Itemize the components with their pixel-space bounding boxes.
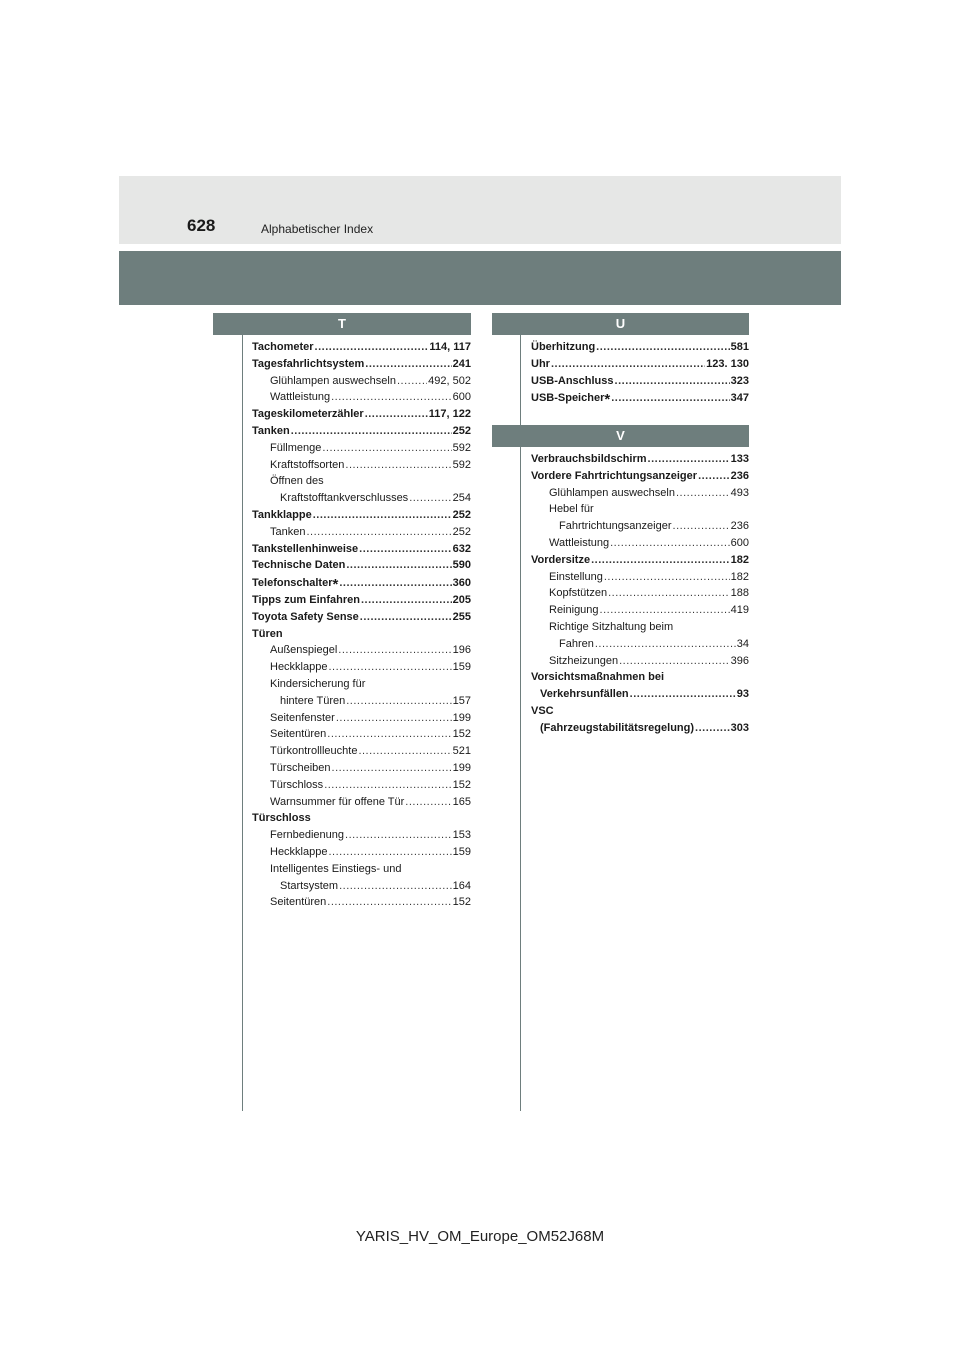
index-entry <box>252 507 471 524</box>
header-bar <box>119 176 841 244</box>
entry-term: Wattleistung <box>270 391 331 404</box>
entry-term: Hebel für <box>549 503 594 516</box>
leader-dots <box>324 777 451 794</box>
entry-page: 254 <box>452 492 471 505</box>
entry-page: 133 <box>730 453 749 465</box>
leader-dots <box>673 518 730 535</box>
index-entry <box>252 760 471 777</box>
index-entry <box>531 468 749 485</box>
entry-term: Tankstellenhinweise <box>252 542 359 555</box>
entry-page: 592 <box>452 458 471 471</box>
leader-dots <box>346 693 451 710</box>
section-letter-t: T <box>213 313 471 335</box>
entry-term: Startsystem <box>280 879 339 892</box>
index-entry <box>252 423 471 440</box>
entry-page: 159 <box>452 845 471 858</box>
entry-term: Reinigung <box>549 604 599 617</box>
index-entry <box>252 827 471 844</box>
entry-term: Tageskilometerzähler <box>252 408 364 421</box>
leader-dots <box>328 844 451 861</box>
leader-dots <box>346 557 451 574</box>
entry-term: Kraftstofftankverschlusses <box>280 492 409 505</box>
index-entry <box>252 710 471 727</box>
leader-dots <box>397 373 427 390</box>
index-entry <box>252 743 471 760</box>
leader-dots <box>306 524 451 541</box>
leader-dots <box>409 490 451 507</box>
leader-dots <box>600 602 730 619</box>
leader-dots <box>328 659 451 676</box>
entry-term: Kindersicherung für <box>270 677 366 690</box>
entry-page: 164 <box>452 879 471 892</box>
leader-dots <box>291 423 452 440</box>
entry-term: Türen <box>252 627 283 640</box>
index-entry <box>252 557 471 574</box>
index-entry <box>531 669 749 686</box>
leader-dots <box>698 468 730 485</box>
entry-page: 93 <box>736 688 749 701</box>
entry-page: 492, 502 <box>428 374 471 387</box>
leader-dots <box>608 585 730 602</box>
index-entry <box>252 389 471 406</box>
entry-term: Kraftstoffsorten <box>270 458 345 471</box>
entry-page: 182 <box>730 553 749 566</box>
leader-dots <box>327 726 451 743</box>
entry-term: Türschloss <box>270 778 324 791</box>
leader-dots <box>365 406 428 423</box>
entry-term: Telefonschalter <box>252 577 333 590</box>
entry-page: 153 <box>452 829 471 842</box>
entry-term: Türkontrollleuchte <box>270 745 358 758</box>
entry-term: Seitentüren <box>270 896 327 909</box>
entry-term: Fahrtrichtungsanzeiger <box>559 520 672 533</box>
leader-dots <box>365 356 451 373</box>
leader-dots <box>695 720 730 737</box>
entry-term: Glühlampen auswechseln <box>270 374 396 387</box>
leader-dots <box>327 894 451 911</box>
entry-page: 159 <box>452 661 471 674</box>
index-entry <box>252 642 471 659</box>
entry-term: Uhr <box>531 357 550 370</box>
index-entry <box>531 485 749 502</box>
index-entry <box>252 894 471 911</box>
index-entry <box>252 524 471 541</box>
index-entry <box>531 451 749 468</box>
leader-dots <box>361 592 452 609</box>
column-divider <box>242 335 243 1111</box>
entry-term: Sitzheizungen <box>549 654 619 667</box>
leader-dots <box>360 609 452 626</box>
index-entry <box>252 541 471 558</box>
leader-dots <box>676 485 730 502</box>
leader-dots <box>648 451 730 468</box>
entry-page: 347 <box>730 392 749 405</box>
entry-term: Richtige Sitzhaltung beim <box>549 620 674 633</box>
index-entry <box>252 794 471 811</box>
entry-page: 396 <box>730 654 749 667</box>
entry-term: Kopfstützen <box>549 587 608 600</box>
index-entry <box>531 501 749 518</box>
index-entry <box>252 861 471 878</box>
entry-term: Heckklappe <box>270 845 328 858</box>
entry-page: 152 <box>452 778 471 791</box>
index-entry <box>252 457 471 474</box>
column-divider <box>520 335 521 1111</box>
entry-page: 196 <box>452 644 471 657</box>
page-title: Alphabetischer Index <box>261 222 374 236</box>
entry-page: 255 <box>452 610 471 623</box>
entry-page: 114, 117 <box>429 341 471 353</box>
entry-page: 632 <box>452 542 471 555</box>
entry-term: Außenspiegel <box>270 644 338 657</box>
entry-term: Füllmenge <box>270 441 322 454</box>
index-entry <box>252 626 471 643</box>
entry-term: Tachometer <box>252 341 314 353</box>
index-entry <box>531 373 749 390</box>
index-entry <box>531 636 749 653</box>
entry-page: 493 <box>730 486 749 499</box>
leader-dots <box>345 457 451 474</box>
index-entry <box>531 602 749 619</box>
index-column-u <box>531 339 749 407</box>
entry-term: Glühlampen auswechseln <box>549 486 675 499</box>
entry-term: Tagesfahrlichtsystem <box>252 357 365 370</box>
section-letter-v: V <box>492 425 749 447</box>
page-number: 628 <box>187 216 216 235</box>
entry-term: Vordersitze <box>531 553 591 566</box>
leader-dots <box>313 507 452 524</box>
index-entry <box>531 653 749 670</box>
leader-dots <box>596 339 729 356</box>
entry-page: 419 <box>730 604 749 617</box>
index-entry <box>531 518 749 535</box>
index-entry <box>531 535 749 552</box>
entry-term: Türschloss <box>252 812 311 825</box>
index-column-t <box>252 339 471 911</box>
entry-term: VSC <box>531 704 554 717</box>
entry-term: Toyota Safety Sense <box>252 610 359 623</box>
index-entry <box>252 356 471 373</box>
entry-page: 152 <box>452 728 471 741</box>
index-entry <box>531 552 749 569</box>
index-column-v <box>531 451 749 737</box>
entry-term: Verbrauchsbildschirm <box>531 453 647 465</box>
entry-term: Vorsichtsmaßnahmen bei <box>531 671 665 684</box>
index-entry <box>531 585 749 602</box>
entry-term: USB-Anschluss <box>531 374 614 387</box>
leader-dots <box>339 878 452 895</box>
index-entry <box>252 693 471 710</box>
entry-page: 157 <box>452 694 471 707</box>
leader-dots <box>336 710 452 727</box>
leader-dots <box>610 535 730 552</box>
index-entry <box>252 777 471 794</box>
entry-page: 590 <box>452 559 471 572</box>
entry-term: Warnsummer für offene Tür <box>270 795 405 808</box>
entry-term: Seitentüren <box>270 728 327 741</box>
index-entry <box>531 686 749 703</box>
entry-page: 600 <box>730 536 749 549</box>
leader-dots <box>345 827 452 844</box>
leader-dots <box>619 653 730 670</box>
entry-term: Seitenfenster <box>270 711 335 724</box>
entry-term: Wattleistung <box>549 536 610 549</box>
index-entry <box>252 440 471 457</box>
entry-term: Tanken <box>270 525 306 538</box>
index-entry <box>252 574 471 592</box>
entry-page: 152 <box>452 896 471 909</box>
entry-term: Fernbedienung <box>270 829 345 842</box>
entry-page: 252 <box>452 424 471 437</box>
index-entry <box>531 619 749 636</box>
entry-page: 592 <box>452 441 471 454</box>
index-entry <box>252 592 471 609</box>
entry-page: 303 <box>730 721 749 734</box>
leader-dots <box>331 389 452 406</box>
leader-dots <box>405 794 451 811</box>
entry-page: 117, 122 <box>428 408 471 421</box>
index-entry <box>252 609 471 626</box>
entry-page: 199 <box>452 761 471 774</box>
document-footer: YARIS_HV_OM_Europe_OM52J68M <box>355 1228 605 1245</box>
entry-page: 252 <box>452 508 471 521</box>
index-entry <box>252 406 471 423</box>
entry-page: 34 <box>736 637 749 650</box>
entry-term: Intelligentes Einstiegs- und <box>270 862 402 875</box>
index-entry <box>252 878 471 895</box>
footnote-star: * <box>604 391 611 409</box>
index-entry <box>531 703 749 720</box>
index-entry <box>252 676 471 693</box>
entry-page: 205 <box>452 593 471 606</box>
entry-page: 188 <box>730 587 749 600</box>
index-entry <box>252 373 471 390</box>
entry-page: 252 <box>452 525 471 538</box>
index-entry <box>252 473 471 490</box>
entry-term: Verkehrsunfällen <box>540 688 629 701</box>
entry-page: 165 <box>452 795 471 808</box>
index-entry <box>252 339 471 356</box>
index-entry <box>252 844 471 861</box>
entry-term: (Fahrzeugstabilitätsregelung) <box>540 721 695 734</box>
leader-dots <box>315 339 429 356</box>
index-entry <box>531 389 749 407</box>
leader-dots <box>615 373 730 390</box>
entry-term: Öffnen des <box>270 475 324 488</box>
leader-dots <box>595 636 736 653</box>
index-entry <box>531 356 749 373</box>
leader-dots <box>604 569 730 586</box>
entry-page: 199 <box>452 711 471 724</box>
entry-page: 123. 130 <box>706 357 749 370</box>
index-entry <box>531 720 749 737</box>
entry-term: Heckklappe <box>270 661 328 674</box>
index-entry <box>252 490 471 507</box>
entry-page: 241 <box>452 357 471 370</box>
entry-term: Vordere Fahrtrichtungsanzeiger <box>531 469 698 482</box>
entry-term: Fahren <box>559 637 594 650</box>
entry-page: 521 <box>452 745 471 758</box>
entry-term: Türscheiben <box>270 761 331 774</box>
leader-dots <box>611 390 729 407</box>
entry-term: USB-Speicher <box>531 392 605 405</box>
leader-dots <box>359 541 451 558</box>
leader-dots <box>358 743 451 760</box>
leader-dots <box>591 552 730 569</box>
entry-page: 236 <box>730 469 749 482</box>
footnote-star: * <box>332 576 339 594</box>
entry-term: Überhitzung <box>531 341 596 353</box>
leader-dots <box>338 642 451 659</box>
section-letter-u: U <box>492 313 749 335</box>
entry-page: 581 <box>730 341 749 353</box>
leader-dots <box>332 760 452 777</box>
entry-term: Tanken <box>252 424 290 437</box>
leader-dots <box>551 356 705 373</box>
index-entry <box>252 726 471 743</box>
leader-dots <box>322 440 451 457</box>
leader-dots <box>630 686 736 703</box>
entry-page: 182 <box>730 570 749 583</box>
entry-page: 360 <box>452 577 471 590</box>
header-band <box>119 251 841 305</box>
index-entry <box>531 569 749 586</box>
entry-term: Einstellung <box>549 570 603 583</box>
entry-page: 600 <box>452 391 471 404</box>
entry-term: Tipps zum Einfahren <box>252 593 360 606</box>
entry-term: Tankklappe <box>252 508 312 521</box>
entry-page: 236 <box>730 520 749 533</box>
index-entry <box>252 659 471 676</box>
index-entry <box>252 810 471 827</box>
index-entry <box>531 339 749 356</box>
leader-dots <box>339 575 451 592</box>
entry-term: Technische Daten <box>252 559 346 572</box>
entry-term: hintere Türen <box>280 694 346 707</box>
entry-page: 323 <box>730 374 749 387</box>
